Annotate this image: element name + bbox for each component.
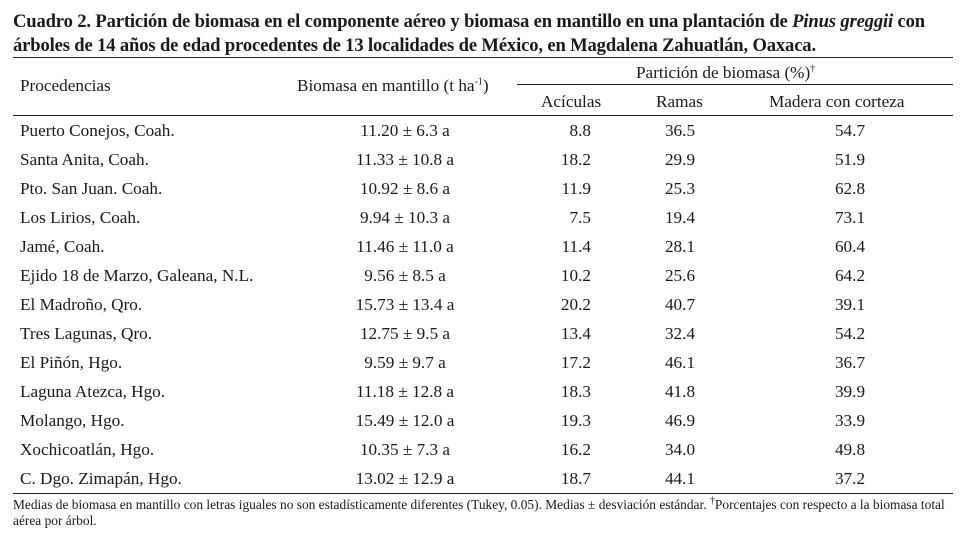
header-ramas: Ramas xyxy=(656,92,703,111)
footnote-dagger: † xyxy=(709,495,715,507)
cell-madera: 49.8 xyxy=(834,440,866,459)
table-footnote xyxy=(13,497,958,529)
header-biomasa-close: ) xyxy=(482,76,489,95)
cell-madera: 54.7 xyxy=(834,121,866,140)
cell-biomasa: 15.73 ± 13.4 a xyxy=(355,295,455,314)
cell-madera: 60.4 xyxy=(834,237,866,256)
cell-aciculas: 18.2 xyxy=(560,150,591,169)
cell-aciculas: 18.3 xyxy=(560,382,591,401)
cell-ramas: 25.6 xyxy=(664,266,696,285)
cell-aciculas: 11.4 xyxy=(561,237,591,256)
header-particion-dagger: † xyxy=(810,63,816,75)
cell-ramas: 36.5 xyxy=(664,121,696,140)
top-rule xyxy=(13,57,953,58)
footnote-text-1: Medias de biomasa en mantillo con letras iguales no son estadísticamente diferentes (Tukey, 0.05). Medias ± desviación estándar. xyxy=(13,497,710,512)
cell-madera: 39.9 xyxy=(834,382,866,401)
cell-biomasa: 9.59 ± 9.7 a xyxy=(364,353,446,372)
cell-procedencia: C. Dgo. Zimapán, Hgo. xyxy=(20,469,182,488)
cell-procedencia: Tres Lagunas, Qro. xyxy=(20,324,153,343)
cell-procedencia: Ejido 18 de Marzo, Galeana, N.L. xyxy=(20,266,254,285)
cell-aciculas: 10.2 xyxy=(560,266,591,285)
header-procedencias: Procedencias xyxy=(20,76,111,95)
cell-biomasa: 11.33 ± 10.8 a xyxy=(355,150,455,169)
cell-ramas: 25.3 xyxy=(664,179,696,198)
table-title xyxy=(13,10,958,58)
cell-procedencia: El Piñón, Hgo. xyxy=(20,353,123,372)
cell-madera: 62.8 xyxy=(834,179,866,198)
title-prefix: Cuadro 2. Partición de biomasa en el componente aéreo y biomasa en mantillo en una plantación de xyxy=(13,11,793,32)
header-madera: Madera con corteza xyxy=(769,92,905,111)
cell-madera: 36.7 xyxy=(834,353,866,372)
cell-ramas: 46.9 xyxy=(664,411,696,430)
cell-biomasa: 11.18 ± 12.8 a xyxy=(355,382,455,401)
cell-biomasa: 15.49 ± 12.0 a xyxy=(355,411,455,430)
header-biomasa-text: Biomasa en mantillo (t ha xyxy=(297,76,475,95)
cell-ramas: 29.9 xyxy=(664,150,696,169)
cell-aciculas: 8.8 xyxy=(569,121,591,140)
cell-biomasa: 11.20 ± 6.3 a xyxy=(360,121,450,140)
cell-ramas: 32.4 xyxy=(664,324,696,343)
cell-biomasa: 9.94 ± 10.3 a xyxy=(359,208,451,227)
footnote-text-2: Porcentajes con respecto a la biomasa total aérea por árbol. xyxy=(13,497,945,528)
cell-ramas: 41.8 xyxy=(664,382,696,401)
cell-biomasa: 13.02 ± 12.9 a xyxy=(355,469,455,488)
cell-aciculas: 7.5 xyxy=(569,208,591,227)
cell-procedencia: Laguna Atezca, Hgo. xyxy=(20,382,166,401)
cell-aciculas: 20.2 xyxy=(560,295,591,314)
title-species: Pinus greggii xyxy=(792,11,894,32)
cell-ramas: 19.4 xyxy=(664,208,696,227)
header-bottom-rule xyxy=(13,115,953,116)
cell-ramas: 28.1 xyxy=(664,237,696,256)
cell-aciculas: 11.9 xyxy=(561,179,591,198)
subheader-rule xyxy=(517,84,953,85)
cell-madera: 39.1 xyxy=(834,295,866,314)
cell-procedencia: Santa Anita, Coah. xyxy=(20,150,149,169)
cell-ramas: 40.7 xyxy=(664,295,696,314)
header-biomasa-mantillo xyxy=(297,76,489,96)
title-suffix: con árboles de 14 años de edad procedentes de 13 localidades de México, en Magdalena Zahuatlán, Oaxaca. xyxy=(13,11,925,56)
cell-aciculas: 18.7 xyxy=(560,469,591,488)
cell-biomasa: 10.92 ± 8.6 a xyxy=(359,179,451,198)
cell-madera: 37.2 xyxy=(834,469,866,488)
cell-madera: 33.9 xyxy=(834,411,866,430)
cell-procedencia: Xochicoatlán, Hgo. xyxy=(20,440,155,459)
cell-aciculas: 17.2 xyxy=(560,353,591,372)
header-particion xyxy=(636,63,815,83)
cell-madera: 54.2 xyxy=(834,324,866,343)
cell-procedencia: El Madroño, Qro. xyxy=(20,295,143,314)
cell-procedencia: Pto. San Juan. Coah. xyxy=(20,179,163,198)
cell-ramas: 46.1 xyxy=(664,353,696,372)
cell-procedencia: Los Lirios, Coah. xyxy=(20,208,141,227)
cell-madera: 64.2 xyxy=(834,266,866,285)
cell-madera: 73.1 xyxy=(834,208,866,227)
bottom-rule xyxy=(13,493,953,494)
cell-procedencia: Molango, Hgo. xyxy=(20,411,125,430)
cell-aciculas: 19.3 xyxy=(560,411,591,430)
cell-procedencia: Jamé, Coah. xyxy=(20,237,105,256)
cell-aciculas: 16.2 xyxy=(560,440,591,459)
cell-biomasa: 11.46 ± 11.0 a xyxy=(356,237,454,256)
cell-biomasa: 12.75 ± 9.5 a xyxy=(359,324,451,343)
cell-biomasa: 9.56 ± 8.5 a xyxy=(364,266,446,285)
header-particion-text: Partición de biomasa (%) xyxy=(636,63,811,82)
cell-procedencia: Puerto Conejos, Coah. xyxy=(20,121,175,140)
header-biomasa-sup: -1 xyxy=(474,76,483,88)
cell-ramas: 34.0 xyxy=(664,440,696,459)
cell-biomasa: 10.35 ± 7.3 a xyxy=(359,440,451,459)
cell-madera: 51.9 xyxy=(834,150,866,169)
header-aciculas: Acículas xyxy=(541,92,602,111)
cell-aciculas: 13.4 xyxy=(560,324,591,343)
cell-ramas: 44.1 xyxy=(664,469,696,488)
